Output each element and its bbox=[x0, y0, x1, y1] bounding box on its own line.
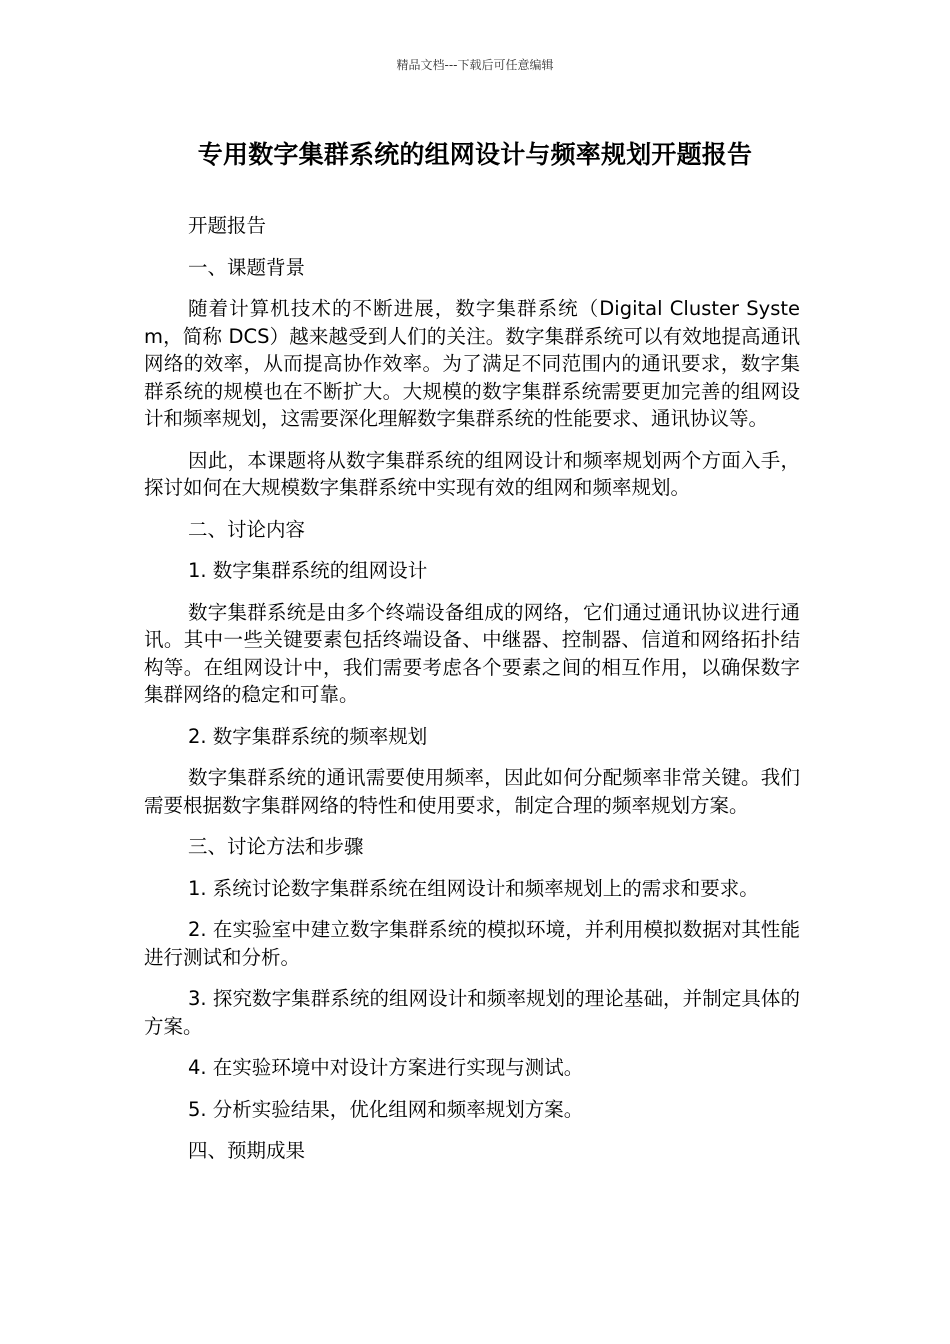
list-item-step-1: 1. 系统讨论数字集群系统在组网设计和频率规划上的需求和要求。 bbox=[188, 876, 759, 900]
subheading-network-design: 1. 数字集群系统的组网设计 bbox=[188, 559, 428, 582]
document-body bbox=[144, 212, 800, 1179]
paragraph-background: 随着计算机技术的不断进展，数字集群系统（Digital Cluster System，简称 DCS）越来越受到人们的关注。数字集群系统可以有效地提高通讯网络的效率，从而提高协作效率。为了满足不同范围内的通讯要求，数字集群系统的规模也在不断扩大。大规模的数字集群系统需要更加完善的组网设计和频率规划，这需要深化理解数字集群系统的性能要求、通讯协议等。 bbox=[144, 297, 800, 430]
section-heading-methods: 三、讨论方法和步骤 bbox=[188, 835, 364, 858]
list-item-step-3: 3. 探究数字集群系统的组网设计和频率规划的理论基础，并制定具体的方案。 bbox=[144, 987, 800, 1038]
paragraph-scope: 因此，本课题将从数字集群系统的组网设计和频率规划两个方面入手，探讨如何在大规模数字集群系统中实现有效的组网和频率规划。 bbox=[144, 448, 800, 499]
subheading-frequency-planning: 2. 数字集群系统的频率规划 bbox=[188, 724, 428, 748]
section-heading-content: 二、讨论内容 bbox=[188, 517, 306, 541]
document-title: 专用数字集群系统的组网设计与频率规划开题报告 bbox=[197, 140, 753, 169]
list-item-step-2: 2. 在实验室中建立数字集群系统的模拟环境，并利用模拟数据对其性能进行测试和分析。 bbox=[144, 918, 800, 969]
paragraph-network-design: 数字集群系统是由多个终端设备组成的网络，它们通过通讯协议进行通讯。其中一些关键要素包括终端设备、中继器、控制器、信道和网络拓扑结构等。在组网设计中，我们需要考虑各个要素之间的相互作用，以确保数字集群网络的稳定和可靠。 bbox=[144, 600, 800, 706]
page-header: 精品文档---下载后可任意编辑 bbox=[396, 58, 554, 72]
section-heading-background: 一、课题背景 bbox=[188, 255, 306, 279]
list-item-step-5: 5. 分析实验结果，优化组网和频率规划方案。 bbox=[188, 1097, 584, 1121]
paragraph-frequency-planning: 数字集群系统的通讯需要使用频率，因此如何分配频率非常关键。我们需要根据数字集群网络的特性和使用要求，制定合理的频率规划方案。 bbox=[144, 766, 800, 817]
list-item-step-4: 4. 在实验环境中对设计方案进行实现与测试。 bbox=[188, 1056, 584, 1079]
section-heading-expected-results: 四、预期成果 bbox=[188, 1139, 306, 1162]
section-label-report: 开题报告 bbox=[188, 214, 267, 237]
